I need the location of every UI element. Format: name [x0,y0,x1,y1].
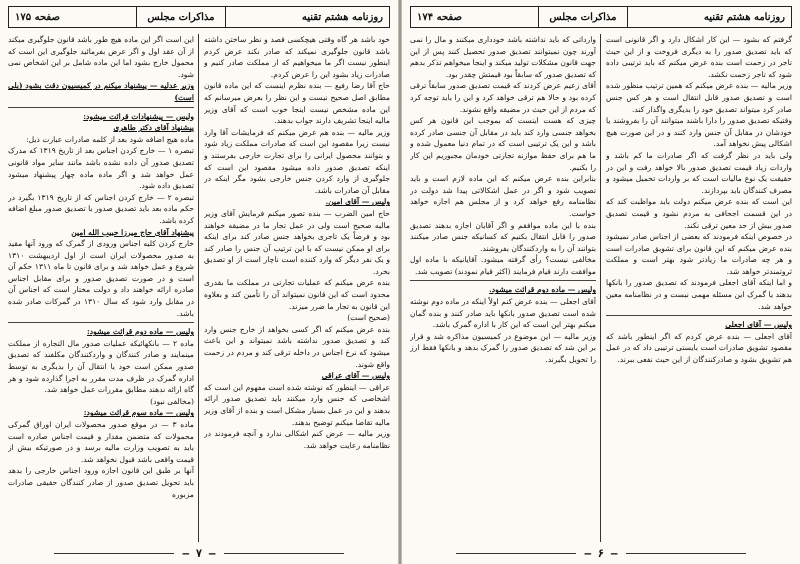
paragraph: ولی باید در نظر گرفت که اگر صادرات ما کم باشد و واردات زیاد قیمت تصدیق صدور بالا خواهد رفت و این در حقیقت یک نوع مالیات است که بر واردات تحمیل میشود و مصرف کنندگان باید بپردازند. [606,150,792,195]
speaker-line: ولیس — ماده دوم قرائت میشود: [87,327,194,337]
paragraph: و اما اینکه آقای اجعلی فرمودند که تصدیق صدور را بانکها بدهند یا گمرک این مسئله مهمی نیست و در نظامنامه معین خواهد شد. [606,278,792,311]
paragraph: عراقی — اینطور که نوشته شده است مفهوم این است که اشخاصی که جنس وارد میکنند باید تصدیق صدور ارائه بدهند و این در عمل بسیار مشکل است و بنده از آقای وزیر مالیه تقاضا میکنم توضیح بدهند. [204,382,390,427]
column-rule [198,34,199,542]
paragraph: حاج امین الضرب — بنده تصور میکنم فرمایش آقای وزیر مالیه صحیح است ولی در عمل تجار ما در مضیقه خواهند بود و فرضاً یک تاجری بخواهد جنس صادر کند برای اینکه برای او ممکن نیست که با این ترتیب آن جنس را صادر کند و یک نفر دیگر که وارد کننده است ناچار است از او تصدیق بخرد. [204,208,390,276]
divider [410,280,596,281]
page-number: — ۶ — [584,546,618,560]
speaker-line: ولیس — آقای اجعلی [725,320,792,330]
paragraph: وزیر مالیه — بنده عرض میکنم که همین ترتیب منظور شده است و تصدیق صدور قابل انتقال است و هر کس جنس صادر کرد میتواند تصدیق خود را بدیگری واگذار کند. [606,81,792,114]
divider [8,107,194,108]
paragraph: گرفتم که بشود — این کار اشکال دارد و اگر قانونی است که باید تصدیق صدور را به دیگری فروخت و از این حیث تاجر در زحمت است بنده عرض میکنم که باید ترتیبی داده شود که تاجر زحمت نکشد. [606,35,792,79]
speaker-line: ولیس — ماده سوم قرائت میشود: [83,408,194,418]
right-page-column-1 [410,34,596,542]
paragraph: خارج کردن کلیه اجناس ورودی از گمرک که ورود آنها مقید به صدور محصولات ایران است از اول اردیبهشت ۱۳۱۰ شروع و عمل خواهد شد و برای قانون تا ماه ۱۳۱۱ حکم آن است و در صورت تصدیق صدور و برای مقابل اجناس صادره ارائه خواهند داد و دولت مختار است که اجناس آن در مقابل وارد شود که سال ۱۳۱۰ در گمرکات صادر شده باشد. [8,239,194,318]
paragraph: تبصره ۲ — خارج کردن اجناس که از تاریخ ۱۳۱۹ بگیرد در حکم ماده بعد باید تصدیق صدور با تصدیق صدور مبلغ اضافه کرده باشد. [8,192,194,225]
paragraph: ماده هیچ اضافه شود بعد از کلمه صادرات عبارت ذیل: [26,134,194,144]
footer-rule [54,553,174,554]
right-page [402,0,800,564]
paragraph: در خصوص اینکه فرمودند که بعضی از اجناس صادر نمیشود بنده عرض میکنم که این قانون برای تشویق صادرات است و هر چه صادرات ما زیادتر شود بهتر است و مملکت ثروتمندتر خواهد شد. [606,232,792,276]
paragraph: وزیر مالیه — بنده هم عرض میکنم که فرمایشات آقا وارد نیست زیرا مقصود این است که صادرات مملکت زیاد شود و بتوانند محصول ایرانی را برای تجارت خارجی بفرستند و اینکه تصدیق صدور داده میشود مقصود این است که جلوگیری از وارد کردن جنس خارجی بشود مگر اینکه در مقابل آن صادرات باشد. [204,127,390,195]
paragraph: این است که بنده عرض میکنم دولت باید مواظبت کند که در این قسمت اجحافی به مردم نشود و قیمت تصدیق صدور بیش از حد معین ترقی نکند. [606,197,792,230]
paragraph: وارداتی که باید نداشته باشد خودداری میکنند و مال را نمی آورند چون نمیتوانند تصدیق صدور تحصیل کنند پس از این جهت قانون مشکلات تولید میکند و اینجا میخواهم تذکر بدهم که تصدیق صدور که سابقاً بود قیمتش چقدر بود. [410,35,596,79]
paragraph: حاج آقا رضا رفیع — بنده نظرم اینست که این ماده قانون مطابق اصل صحیح نیست و این نظر را بعرض میرسانم که این ماده مشخص نیست اینجا خوب است که آقای وزیر مالیه اینجا تشریف دارند جواب بدهند. [204,81,390,126]
page-label: صفحه ۱۷۵ [15,11,60,23]
speaker-line: ولیس — آقای امین. [325,197,390,207]
right-page-footer [402,545,800,561]
volume-label: روزنامه هشتم تقنیه [301,11,383,23]
paragraph: آقای زعیم عرض کردند که قیمت تصدیق صدور سابقاً ترقی کرده بود و حالا هم ترقی خواهد کرد و این را باید توجه کرد که مردم از این حیث در مضیقه واقع نشوند. [410,81,596,114]
right-page-column-2 [606,34,792,542]
paragraph: ماده ۲ — بانکهائیکه عملیات صدور مال التجاره از مملکت مینمایند و صادر کنندگان و واردکنندگان مکلفند که تصدیق صدور ممکن است خود یا انتقال آن را بدیگری به توسط اداره گمرک در ظرف مدت مقرر به اجرا گذارده شود و هر گاه ارائه ندهند مطابق مقررات عمل خواهد شد. [8,338,194,395]
paragraph: تبصره ۱ — خارج کردن اجناس بعد از تاریخ ۱۳۱۹ که مدرک تصدیق صدور آن داده نشده باشد مانند سایر مواد قانونی عمل خواهد شد و اگر ماده ماده چهار پیشنهاد میشود تصدیق داده شود. [8,146,194,191]
paragraph: این است اگر این ماده هیچ طور باشد قانون جلوگیری میکند از آن عقد اول و اگر عرض بفرمائید جلوگیری این است که محمول خارج بشود اما این ماده شامل بر این اشخاص نمی شود. [8,35,194,79]
left-page-column-2 [204,34,390,542]
footer-rule [224,553,344,554]
speaker-line: ولیس — ماده دوم قرائت میشود. [489,285,596,295]
proposal-heading: پیشنهاد آقای حاج میرزا حبیب الله امین [71,227,194,237]
speaker-line: وزیر عدلیه — پیشنهاد میکنم در کمیسیون دقت بشود (بلی است) [8,81,194,102]
paragraph: بنابراین بنده عرض میکنم که این ماده لازم است و باید تصویب شود و اگر در عمل اشکالاتی پیدا شد دولت در نظامنامه رفع خواهد کرد و از مجلس هم اجازه خواهد خواست. [410,174,596,218]
divider [606,315,792,316]
paragraph: بنده عرض میکنم که اگر کسی بخواهد از خارج جنس وارد کند و تصدیق صدور نداشته باشد نمیتواند و این باعث میشود که نرخ اجناس در داخله ترقی کند و مردم در زحمت واقع شوند. [204,324,390,369]
divider [8,322,194,323]
left-page-column-1 [8,34,194,542]
page-number: — ۷ — [182,546,216,560]
paragraph: چیزی که هست اینست که بموجب این قانون هر کس بخواهد جنسی وارد کند باید در مقابل آن جنسی صادر کرده باشد و این یک ترتیبی است که در تمام دنیا معمول شده و ما هم برای حفظ موازنه تجارتی خودمان مجبوریم این کار را بکنیم. [410,116,596,172]
publication-title: مذاکرات مجلس [136,7,225,27]
speaker-line: ولیس — پیشنهادات قرائت میشود: [83,111,194,121]
paragraph: وقتیکه تصدیق صدور را دارا باشند میتوانند آن را بفروشند یا خودشان در مقابل آن جنس وارد کنند و در این صورت هیچ اشکالی پیش نخواهد آمد. [606,116,792,149]
paragraph: ماده ۳ — در موقع صدور محصولات ایران اوراق گمرکی محمولات که متضمن مقدار و قیمت اجناس صادره است باید به تصویب وزارت مالیه برسد و در صورتیکه بیش از قیمت واقعی باشد قبول نخواهد شد. [8,420,194,464]
paragraph: بنده با این ماده موافقم و اگر آقایان اجازه بدهند تصدیق صدور را قابل انتقال بکنیم که کسانیکه جنس صادر میکنند بتوانند آن را به واردکنندگان بفروشند. [410,220,596,253]
page-label: صفحه ۱۷۴ [417,11,462,23]
paragraph: وزیر مالیه — عرض کنم اشکالی ندارد و آنچه فرمودند در نظامنامه رعایت خواهد شد. [204,429,390,450]
left-page-footer [0,545,398,561]
paragraph: آنها بر طبق این قانون اجازه ورود اجناس خارجی را بدهد باید تحویل تصدیق صدور از صادر کنندگان حقیقی صادرات مزبوره [8,466,194,499]
paragraph: خود باشد هر گاه وقتی هیچکسی قصد و نظر ساختن داشته باشد قانون جلوگیری نمیکند که صادر نکند عرض کردم اینطور نیست اگر ما میخواهیم که از مملکت صادر کنیم و صادرات زیاد بشود این را عرض کردم. [204,35,390,79]
speaker-line: ولیس — آقای عراقی [321,371,390,381]
paragraph: مخالفی نیست؟ رأی گرفته میشود. آقایانیکه با ماده اول موافقت دارند قیام فرمایند (اکثر قیام نمودند) تصویب شد. [410,255,596,276]
paragraph: آقای اجعلی — بنده عرض کنم اولاً اینکه در ماده دوم نوشته شده است تصدیق صدور بانکها باید صادر کنند و بنده گمان میکنم بهتر این است که این کار با اداره گمرک باشد. [410,297,596,330]
proposal-heading: پیشنهاد آقای دکتر طاهری [113,123,194,133]
column-rule [600,34,601,542]
right-page-header [410,6,792,28]
left-page [0,0,398,564]
paragraph: آقای اجعلی — بنده عرض کردم که اگر اینطور باشد که مقصود تشویق صادرات است بایستی ترتیبی داد که در عمل هم تشویق بشود و صادرکنندگان از این حیث نفعی ببرند. [606,331,792,365]
publication-title: مذاکرات مجلس [538,7,627,27]
footer-rule [626,553,746,554]
paragraph: (مخالفی نبود) [150,396,194,406]
paragraph: بنده عرض میکنم که عملیات تجارتی در مملکت ما بقدری محدود است که این قانون نمیتواند آن را تأمین کند و بعلاوه این قانون به تجار ما ضرر میزند. [204,278,390,311]
footer-rule [456,553,576,554]
volume-label: روزنامه هشتم تقنیه [703,11,785,23]
left-page-header [8,6,390,28]
paragraph: (صحیح است) [347,313,390,323]
paragraph: وزیر مالیه — این موضوع در کمیسیون مذاکره شد و قرار بر این شد که تصدیق صدور را گمرک بدهد و بانکها فقط ارز را تحویل بگیرند. [410,331,596,365]
